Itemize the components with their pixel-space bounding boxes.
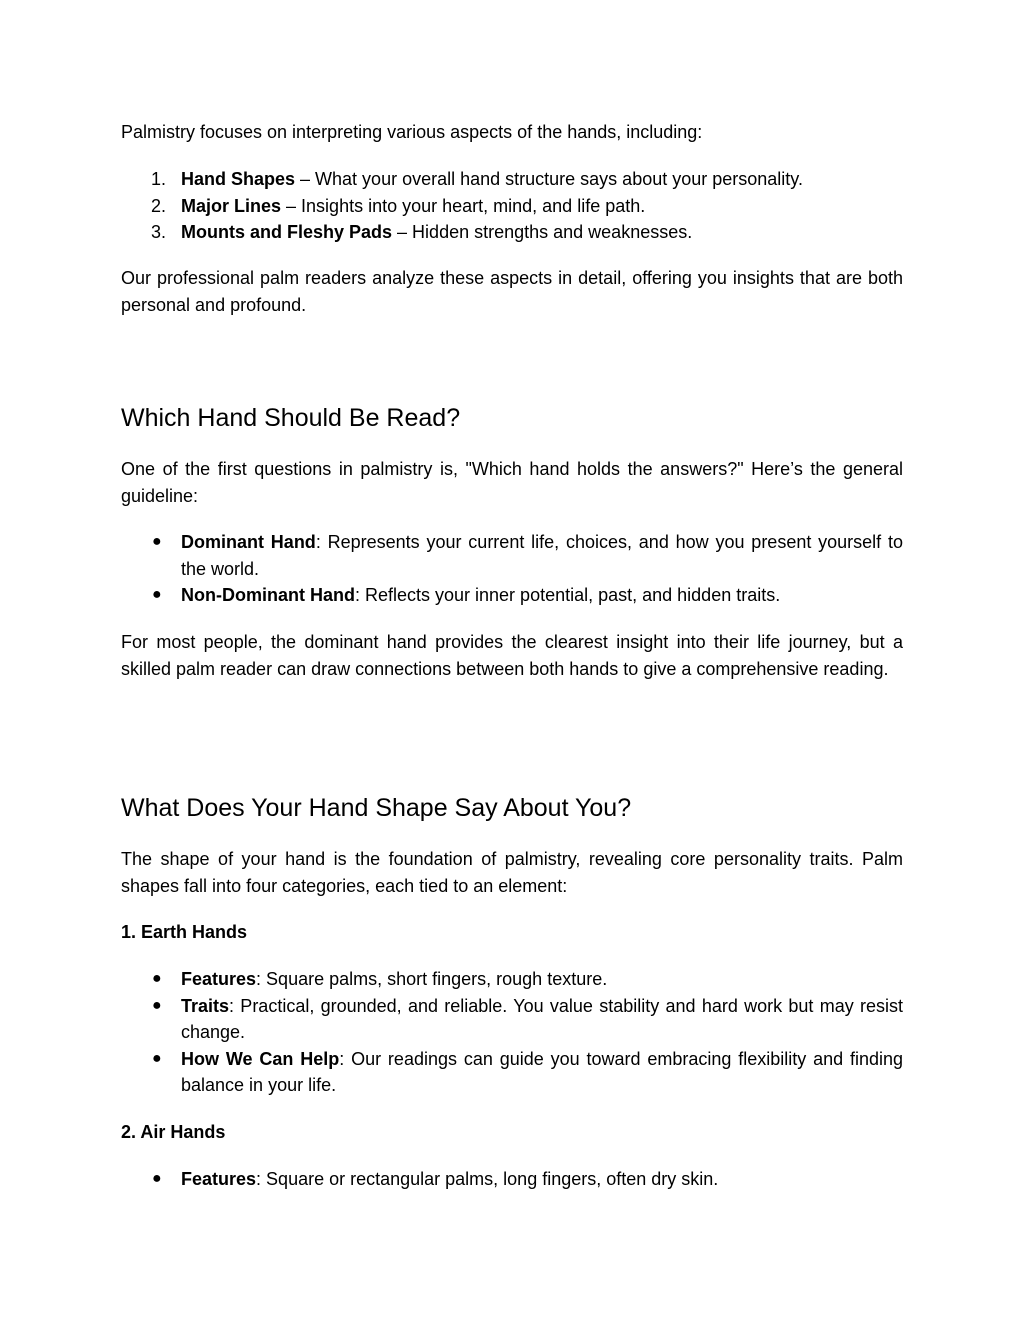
list-term: Features [181,969,257,989]
list-text: : Represents your current life, choices, and how you present yourself to the world. [181,532,903,579]
section-heading: Which Hand Should Be Read? [121,404,461,432]
list-item [121,1166,903,1193]
list-term: Dominant Hand [181,532,316,552]
intro-numbered-list [121,166,903,246]
hand-shape-lead-paragraph: The shape of your hand is the foundation of palmistry, revealing core personality traits. Palm shapes fall into four categories, each tied to an element: [121,849,903,896]
list-item [121,193,903,220]
earth-hands-bullet-list [121,966,903,1099]
bullet-icon: ● [152,970,162,987]
list-number: 3. [151,222,167,242]
list-text: – What your overall hand structure says about your personality. [295,169,803,189]
list-text: : Square or rectangular palms, long fingers, often dry skin. [256,1169,719,1189]
list-term: Non-Dominant Hand [181,585,355,605]
intro-closing-paragraph: Our professional palm readers analyze these aspects in detail, offering you insights that are both personal and profound. [121,268,903,315]
bullet-icon: ● [152,533,162,550]
subsection-heading: 2. Air Hands [121,1122,226,1142]
air-hands-bullet-list [121,1166,903,1193]
list-item [121,993,903,1046]
list-term: How We Can Help [181,1048,340,1069]
list-item [121,166,903,193]
list-term: Mounts and Fleshy Pads [181,222,393,242]
list-term: Hand Shapes [181,169,296,189]
list-text: – Insights into your heart, mind, and life path. [281,195,646,216]
subsection-heading: 1. Earth Hands [121,922,248,942]
list-term: Major Lines [181,195,282,216]
list-text: – Hidden strengths and weaknesses. [392,222,693,242]
bullet-icon: ● [152,1049,162,1067]
which-hand-lead-paragraph: One of the first questions in palmistry is, "Which hand holds the answers?" Here’s the general guideline: [121,459,903,506]
list-text: : Our readings can guide you toward embracing flexibility and finding balance in your life. [181,1048,904,1095]
which-hand-bullet-list [121,529,903,609]
which-hand-closing-paragraph: For most people, the dominant hand provides the clearest insight into their life journey, but a skilled palm reader can draw connections between both hands to give a comprehensive reading. [121,632,903,679]
list-text: : Practical, grounded, and reliable. You value stability and hard work but may resist change. [181,995,903,1042]
list-number: 1. [151,169,167,189]
list-item [121,582,903,609]
list-item [121,219,903,246]
bullet-icon: ● [152,586,162,603]
list-number: 2. [151,195,167,216]
list-text: : Reflects your inner potential, past, and hidden traits. [354,585,781,605]
intro-paragraph: Palmistry focuses on interpreting various aspects of the hands, including: [121,122,703,142]
bullet-icon: ● [152,1170,162,1187]
section-heading: What Does Your Hand Shape Say About You? [121,794,632,822]
list-item [121,966,903,993]
list-term: Features [181,1169,257,1189]
list-item [121,1046,903,1099]
list-term: Traits [181,995,230,1016]
list-item [121,529,903,582]
list-text: : Square palms, short fingers, rough texture. [256,969,608,989]
bullet-icon: ● [152,996,162,1014]
